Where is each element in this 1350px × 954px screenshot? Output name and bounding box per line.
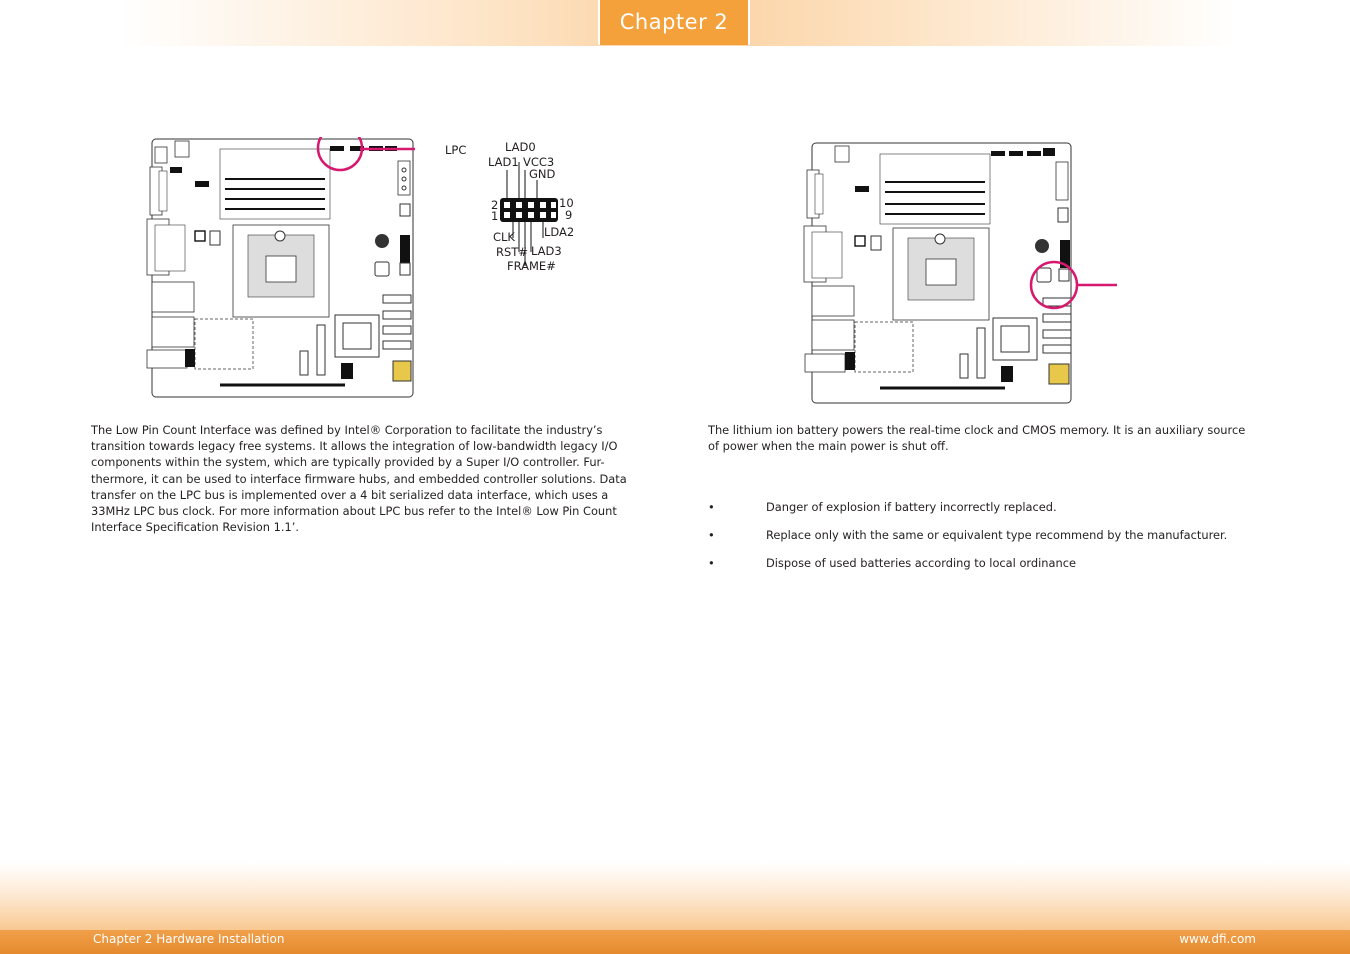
battery-warning-item (708, 527, 1268, 543)
board-drawing-battery (803, 142, 1123, 406)
board-drawing (145, 137, 415, 399)
pin-label-lad0: LAD0 (505, 140, 536, 154)
lpc-description-line: The Low Pin Count Interface was defined by Intel® Corporation to facilitate the industry’s (91, 423, 603, 437)
battery-warning-item (708, 555, 1268, 571)
chapter-tab: Chapter 2 (598, 0, 750, 45)
bullet-dot: • (708, 556, 715, 570)
battery-warning-item (708, 499, 1268, 515)
footer-band (0, 862, 1350, 930)
warning-text: Danger of explosion if battery incorrectly replaced. (766, 500, 1057, 514)
footer-chapter-title: Chapter 2 Hardware Installation (93, 932, 285, 946)
bullet-dot: • (708, 528, 715, 542)
pin-label-lad3: LAD3 (531, 244, 562, 258)
lpc-description-line: transfer on the LPC bus is implemented over a 4 bit serialized data interface, which uses a (91, 487, 609, 502)
pin-number-10: 10 (559, 196, 574, 210)
lpc-description-line: Interface Specification Revision 1.1’. (91, 520, 299, 535)
lpc-description-line: thermore, it can be used to interface firmware hubs, and embedded controller solutions. Data (91, 471, 627, 486)
pin-number-2: 2 (491, 198, 499, 212)
pin-number-1: 1 (491, 209, 499, 223)
lpc-description (91, 422, 636, 535)
footer-website-link[interactable]: www.dfi.com (1179, 932, 1256, 946)
warning-text: Replace only with the same or equivalent type recommend by the manufacturer. (766, 528, 1228, 542)
pin-label-rst: RST# (496, 245, 528, 259)
motherboard-diagram-lpc (145, 137, 415, 399)
pin-label-lda2: LDA2 (544, 225, 575, 239)
lpc-description-line: components within the system, which are typically provided by a Super I/O controller. Fur- (91, 455, 605, 470)
bullet-dot: • (708, 500, 715, 514)
battery-description (708, 422, 1268, 454)
pin-label-clk: CLK (493, 230, 515, 244)
battery-description-line: of power when the main power is shut off. (708, 439, 949, 454)
motherboard-diagram-battery (803, 142, 1123, 406)
pin-label-gnd: GND (529, 167, 556, 181)
lpc-description-line: 33MHz LPC bus clock. For more information about LPC bus refer to the Intel® Low Pin Count (91, 504, 617, 519)
lpc-description-line: transition towards legacy free systems. It allows the integration of low-bandwidth legacy I/O (91, 439, 618, 454)
warning-text: Dispose of used batteries according to local ordinance (766, 556, 1076, 570)
pin-number-9: 9 (565, 208, 573, 222)
lpc-callout-label: LPC (445, 143, 467, 157)
pin-label-vcc3: VCC3 (523, 155, 555, 169)
pin-label-frame: FRAME# (507, 259, 556, 273)
pin-label-lad1: LAD1 (488, 155, 519, 169)
battery-description-line: The lithium ion battery powers the real-time clock and CMOS memory. It is an auxiliary source (708, 423, 1246, 437)
